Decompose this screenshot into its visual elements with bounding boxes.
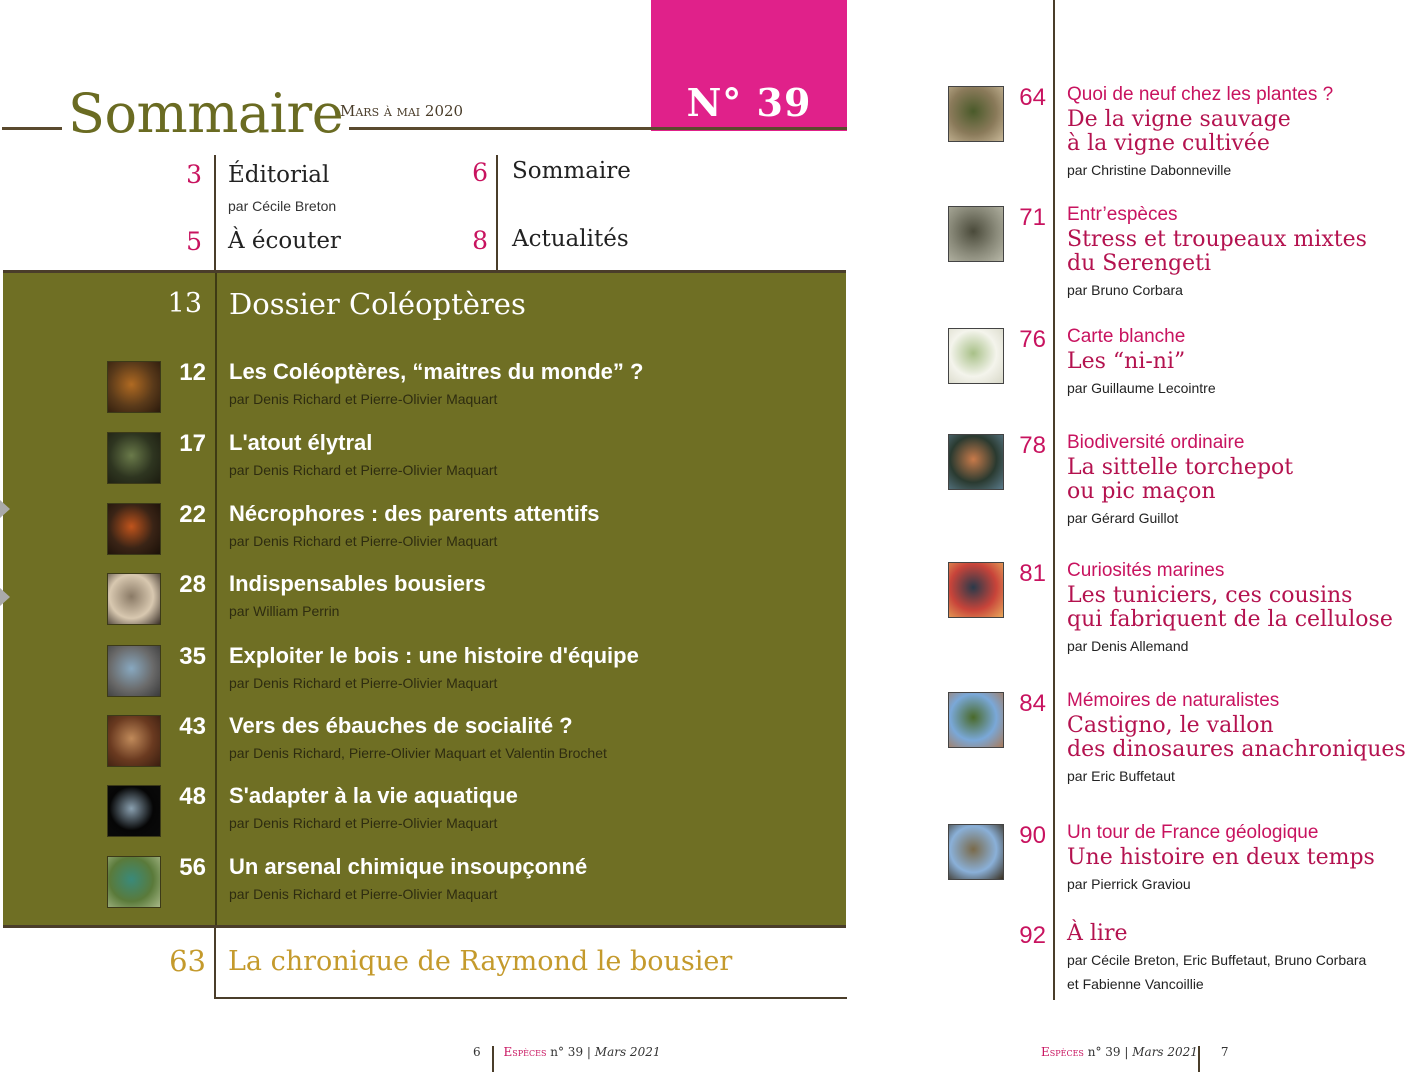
article-title-link[interactable]: Vers des ébauches de socialité ? [229,713,573,738]
dossier-section [3,270,846,928]
page-edge-marker [0,588,10,606]
toc-byline: par Cécile Breton [228,198,337,214]
dossier-page-number: 13 [167,288,202,319]
article-title-link[interactable]: Castigno, le vallon [1067,713,1274,738]
issue-number: N° 39 [686,80,812,125]
toc-page-number: 8 [472,226,488,255]
article-page-number: 64 [1019,84,1046,111]
article-title-link[interactable]: à la vigne cultivée [1067,131,1270,156]
article-rubric: Biodiversité ordinaire [1067,432,1245,453]
article-byline: par Gérard Guillot [1067,510,1179,526]
article-title-link[interactable]: Stress et troupeaux mixtes [1067,227,1367,252]
footer-brand: Espèces [503,1045,547,1059]
article-title-link[interactable]: Un arsenal chimique insoupçonné [229,854,588,879]
article-title-link[interactable]: Les tuniciers, ces cousins [1067,583,1353,608]
article-rubric: Mémoires de naturalistes [1067,690,1280,711]
footer-page-number: 7 [1220,1045,1229,1059]
toc-page-number: 6 [472,158,488,187]
bottom-rule [214,997,847,999]
article-title-link[interactable]: La sittelle torchepot [1067,455,1294,480]
article-thumbnail [107,856,161,908]
article-thumbnail [107,573,161,625]
article-title-link[interactable]: De la vigne sauvage [1067,107,1291,132]
article-byline: par Denis Richard et Pierre-Olivier Maquart [229,462,498,478]
toc-link-a-ecouter[interactable]: À écouter [228,228,341,254]
issue-badge [651,0,847,131]
article-byline: et Fabienne Vancoillie [1067,976,1204,992]
toc-link-actualites[interactable]: Actualités [512,226,629,252]
article-thumbnail [948,328,1004,384]
article-byline: par Denis Richard et Pierre-Olivier Maquart [229,675,498,691]
article-byline: par William Perrin [229,603,340,619]
article-rubric: Quoi de neuf chez les plantes ? [1067,84,1334,105]
article-byline: par Denis Richard, Pierre-Olivier Maquart et Valentin Brochet [229,745,607,761]
article-title-link[interactable]: L'atout élytral [229,430,373,455]
article-page-number: 76 [1019,326,1046,353]
article-page-number: 12 [179,359,206,386]
article-page-number: 28 [179,571,206,598]
article-byline: par Christine Dabonneville [1067,162,1232,178]
article-page-number: 78 [1019,432,1046,459]
article-thumbnail [107,432,161,484]
article-byline: par Bruno Corbara [1067,282,1183,298]
article-title-link[interactable]: Indispensables bousiers [229,571,486,596]
article-byline: par Pierrick Graviou [1067,876,1191,892]
article-title-link[interactable]: Exploiter le bois : une histoire d'équipe [229,643,639,668]
column-divider [496,155,498,270]
article-rubric: Un tour de France géologique [1067,822,1319,843]
article-byline: par Eric Buffetaut [1067,768,1175,784]
footer-separator: | [1124,1045,1129,1059]
article-byline: par Denis Allemand [1067,638,1189,654]
article-page-number: 35 [179,643,206,670]
article-page-number: 71 [1019,204,1046,231]
article-thumbnail [107,785,161,837]
article-title-link[interactable]: Une histoire en deux temps [1067,845,1375,870]
column-divider [214,155,216,270]
article-rubric: Entr’espèces [1067,204,1178,225]
article-title-link[interactable]: Les “ni-ni” [1067,349,1186,374]
article-thumbnail [948,86,1004,142]
footer-date: Mars 2021 [1132,1045,1198,1059]
article-page-number: 48 [179,783,206,810]
toc-link-sommaire[interactable]: Sommaire [512,158,631,184]
article-page-number: 92 [1019,922,1046,949]
footer-issue: n° 39 [550,1045,584,1059]
article-title-link[interactable]: À lire [1067,921,1128,946]
article-thumbnail [107,645,161,697]
article-page-number: 22 [179,501,206,528]
article-title-link[interactable]: Les Coléoptères, “maitres du monde” ? [229,359,644,384]
article-thumbnail [948,692,1004,748]
article-byline: par Denis Richard et Pierre-Olivier Maquart [229,533,498,549]
dossier-title[interactable]: Dossier Coléoptères [229,287,526,321]
article-byline: par Denis Richard et Pierre-Olivier Maquart [229,815,498,831]
footer-divider [1198,1046,1200,1072]
article-thumbnail [107,715,161,767]
article-rubric: Curiosités marines [1067,560,1225,581]
article-page-number: 56 [179,854,206,881]
article-thumbnail [948,562,1004,618]
footer-left [473,1045,660,1059]
article-page-number: 90 [1019,822,1046,849]
article-thumbnail [107,503,161,555]
toc-page-number: 3 [186,160,202,189]
article-thumbnail [107,361,161,413]
article-rubric: Carte blanche [1067,326,1186,347]
page-title: Sommaire [62,82,349,146]
footer-right [1041,1045,1228,1059]
column-divider [214,928,216,998]
article-title-link[interactable]: ou pic maçon [1067,479,1216,504]
article-thumbnail [948,206,1004,262]
article-page-number: 84 [1019,690,1046,717]
article-thumbnail [948,824,1004,880]
article-byline: par Denis Richard et Pierre-Olivier Maquart [229,886,498,902]
dossier-divider [215,273,217,925]
footer-issue: n° 39 [1087,1045,1121,1059]
footer-date: Mars 2021 [594,1045,661,1059]
footer-page-number: 6 [473,1045,481,1059]
right-page [848,0,1422,1076]
article-byline: par Cécile Breton, Eric Buffetaut, Bruno Corbara [1067,952,1367,968]
article-page-number: 43 [179,713,206,740]
article-byline: par Guillaume Lecointre [1067,380,1216,396]
toc-link-editorial[interactable]: Éditorial [228,162,330,188]
page-edge-marker [0,500,10,518]
footer-brand: Espèces [1041,1045,1084,1059]
chronicle-page-number: 63 [169,944,206,978]
article-title-link[interactable]: des dinosaures anachroniques [1067,737,1406,762]
footer-divider [492,1046,494,1072]
column-divider [1053,0,1055,1000]
article-byline: par Denis Richard et Pierre-Olivier Maquart [229,391,498,407]
toc-page-number: 5 [186,227,202,256]
article-title-link[interactable]: S'adapter à la vie aquatique [229,783,518,808]
article-thumbnail [948,434,1004,490]
chronicle-title[interactable]: La chronique de Raymond le bousier [228,946,733,977]
article-page-number: 81 [1019,560,1046,587]
article-title-link[interactable]: qui fabriquent de la cellulose [1067,607,1393,632]
issue-dates: Mars à mai 2020 [340,102,464,120]
article-title-link[interactable]: Nécrophores : des parents attentifs [229,501,600,526]
footer-separator: | [586,1045,591,1059]
article-title-link[interactable]: du Serengeti [1067,251,1212,276]
article-page-number: 17 [179,430,206,457]
